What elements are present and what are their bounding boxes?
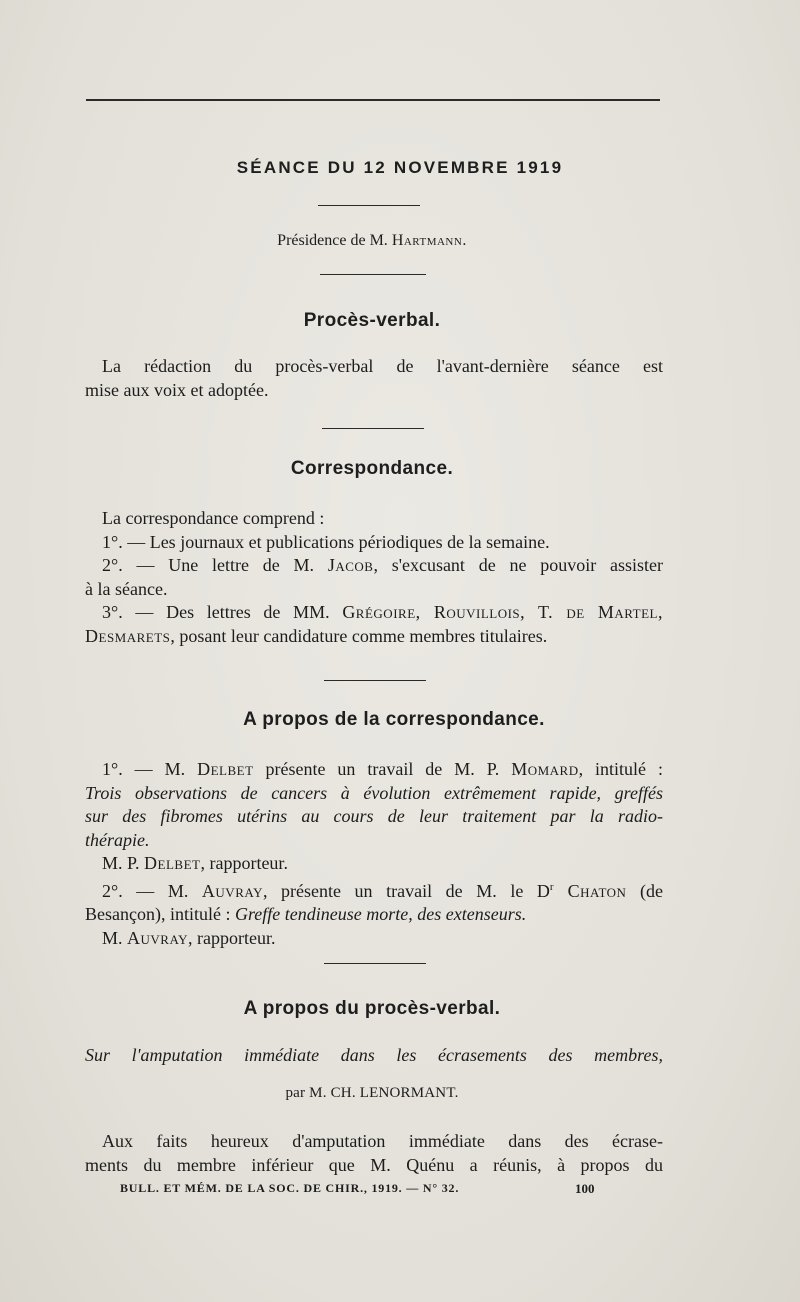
top-rule — [86, 99, 660, 101]
text-line: ments du membre inférieur que M. Quénu a réunis, à propos du — [85, 1154, 663, 1175]
apropos-correspondance-paragraph — [85, 758, 663, 950]
text-run: 3°. — Des lettres de MM. — [102, 602, 343, 622]
presidence-line — [0, 232, 744, 250]
person-name: Auvray — [127, 927, 189, 948]
text-line — [85, 852, 663, 876]
text-run: 1°. — M. — [102, 759, 198, 779]
divider — [324, 680, 426, 681]
text-line — [85, 554, 663, 578]
text-line: La rédaction du procès-verbal de l'avant-dernière séance est — [102, 356, 663, 376]
person-name: Delbet — [144, 853, 201, 873]
text-run: 2°. — M. — [102, 880, 202, 901]
text-run: (de — [626, 880, 664, 901]
proces-verbal-paragraph — [85, 355, 663, 402]
text-run: , rapporteur. — [188, 927, 276, 948]
text-run: Besançon), intitulé : — [85, 904, 235, 924]
person-name: Auvray — [201, 880, 263, 901]
text-line: à la séance. — [85, 578, 168, 599]
text-line: thérapie. — [85, 829, 150, 850]
footer-citation: BULL. ET MÉM. DE LA SOC. DE CHIR., 1919. — N° 32. — [120, 1181, 460, 1195]
superscript: r — [549, 880, 554, 893]
text-line: Aux faits heureux d'amputation immédiate dans des écrase- — [102, 1131, 663, 1151]
article-author: par M. CH. LENORMANT. — [285, 1085, 459, 1101]
section-title-apropos-proces-verbal: A propos du procès-verbal. — [243, 998, 501, 1019]
page-number: 100 — [575, 1181, 595, 1196]
article-subtitle: Sur l'amputation immédiate dans les écrasements des membres, — [85, 1045, 663, 1065]
person-names: Grégoire, Rouvillois, T. de Martel, — [342, 602, 663, 622]
divider — [318, 205, 420, 206]
text-run: , intitulé : — [578, 759, 664, 779]
article-paragraph — [85, 1130, 663, 1177]
text-run: , présente un travail de M. le D — [262, 880, 550, 901]
divider — [322, 428, 424, 429]
text-line: mise aux voix et adoptée. — [85, 379, 269, 400]
text-run: 2°. — Une lettre de M. — [102, 555, 328, 575]
text-line — [85, 601, 663, 625]
section-title-apropos-correspondance: A propos de la correspondance. — [243, 709, 545, 730]
text-run: , rapporteur. — [200, 853, 288, 873]
divider — [320, 274, 426, 275]
president-name: Hartmann. — [391, 232, 467, 249]
section-title-proces-verbal: Procès-verbal. — [303, 310, 441, 331]
text-line — [85, 927, 663, 951]
text-line — [85, 903, 663, 927]
text-line: La correspondance comprend : — [102, 508, 325, 528]
text-line — [85, 876, 663, 904]
person-name: Desmarets — [85, 625, 171, 646]
person-name: Momard — [511, 759, 579, 779]
text-line — [85, 625, 663, 649]
text-run: présente un travail de M. P. — [253, 759, 512, 779]
person-name: Chaton — [553, 880, 627, 901]
person-name: Jacob — [327, 555, 374, 575]
text-run: , posant leur candidature comme membres titulaires. — [170, 625, 548, 646]
text-run: M. P. — [102, 853, 145, 873]
text-line: Trois observations de cancers à évolution extrêmement rapide, greffés — [85, 782, 663, 803]
text-line: 1°. — Les journaux et publications périodiques de la semaine. — [102, 531, 550, 552]
text-run: , s'excusant de ne pouvoir assister — [373, 555, 663, 575]
work-title: Greffe tendineuse morte, des extenseurs. — [234, 904, 527, 924]
text-run: M. — [102, 927, 128, 948]
session-title: SÉANCE DU 12 NOVEMBRE 1919 — [236, 158, 564, 177]
text-line — [85, 758, 663, 782]
correspondance-paragraph — [85, 507, 663, 648]
section-title-correspondance: Correspondance. — [290, 458, 454, 479]
presidence-prefix: Présidence de M. — [277, 232, 392, 249]
divider — [324, 963, 426, 964]
text-line: sur des fibromes utérins au cours de leur traitement par la radio- — [85, 806, 663, 826]
person-name: Delbet — [197, 759, 254, 779]
